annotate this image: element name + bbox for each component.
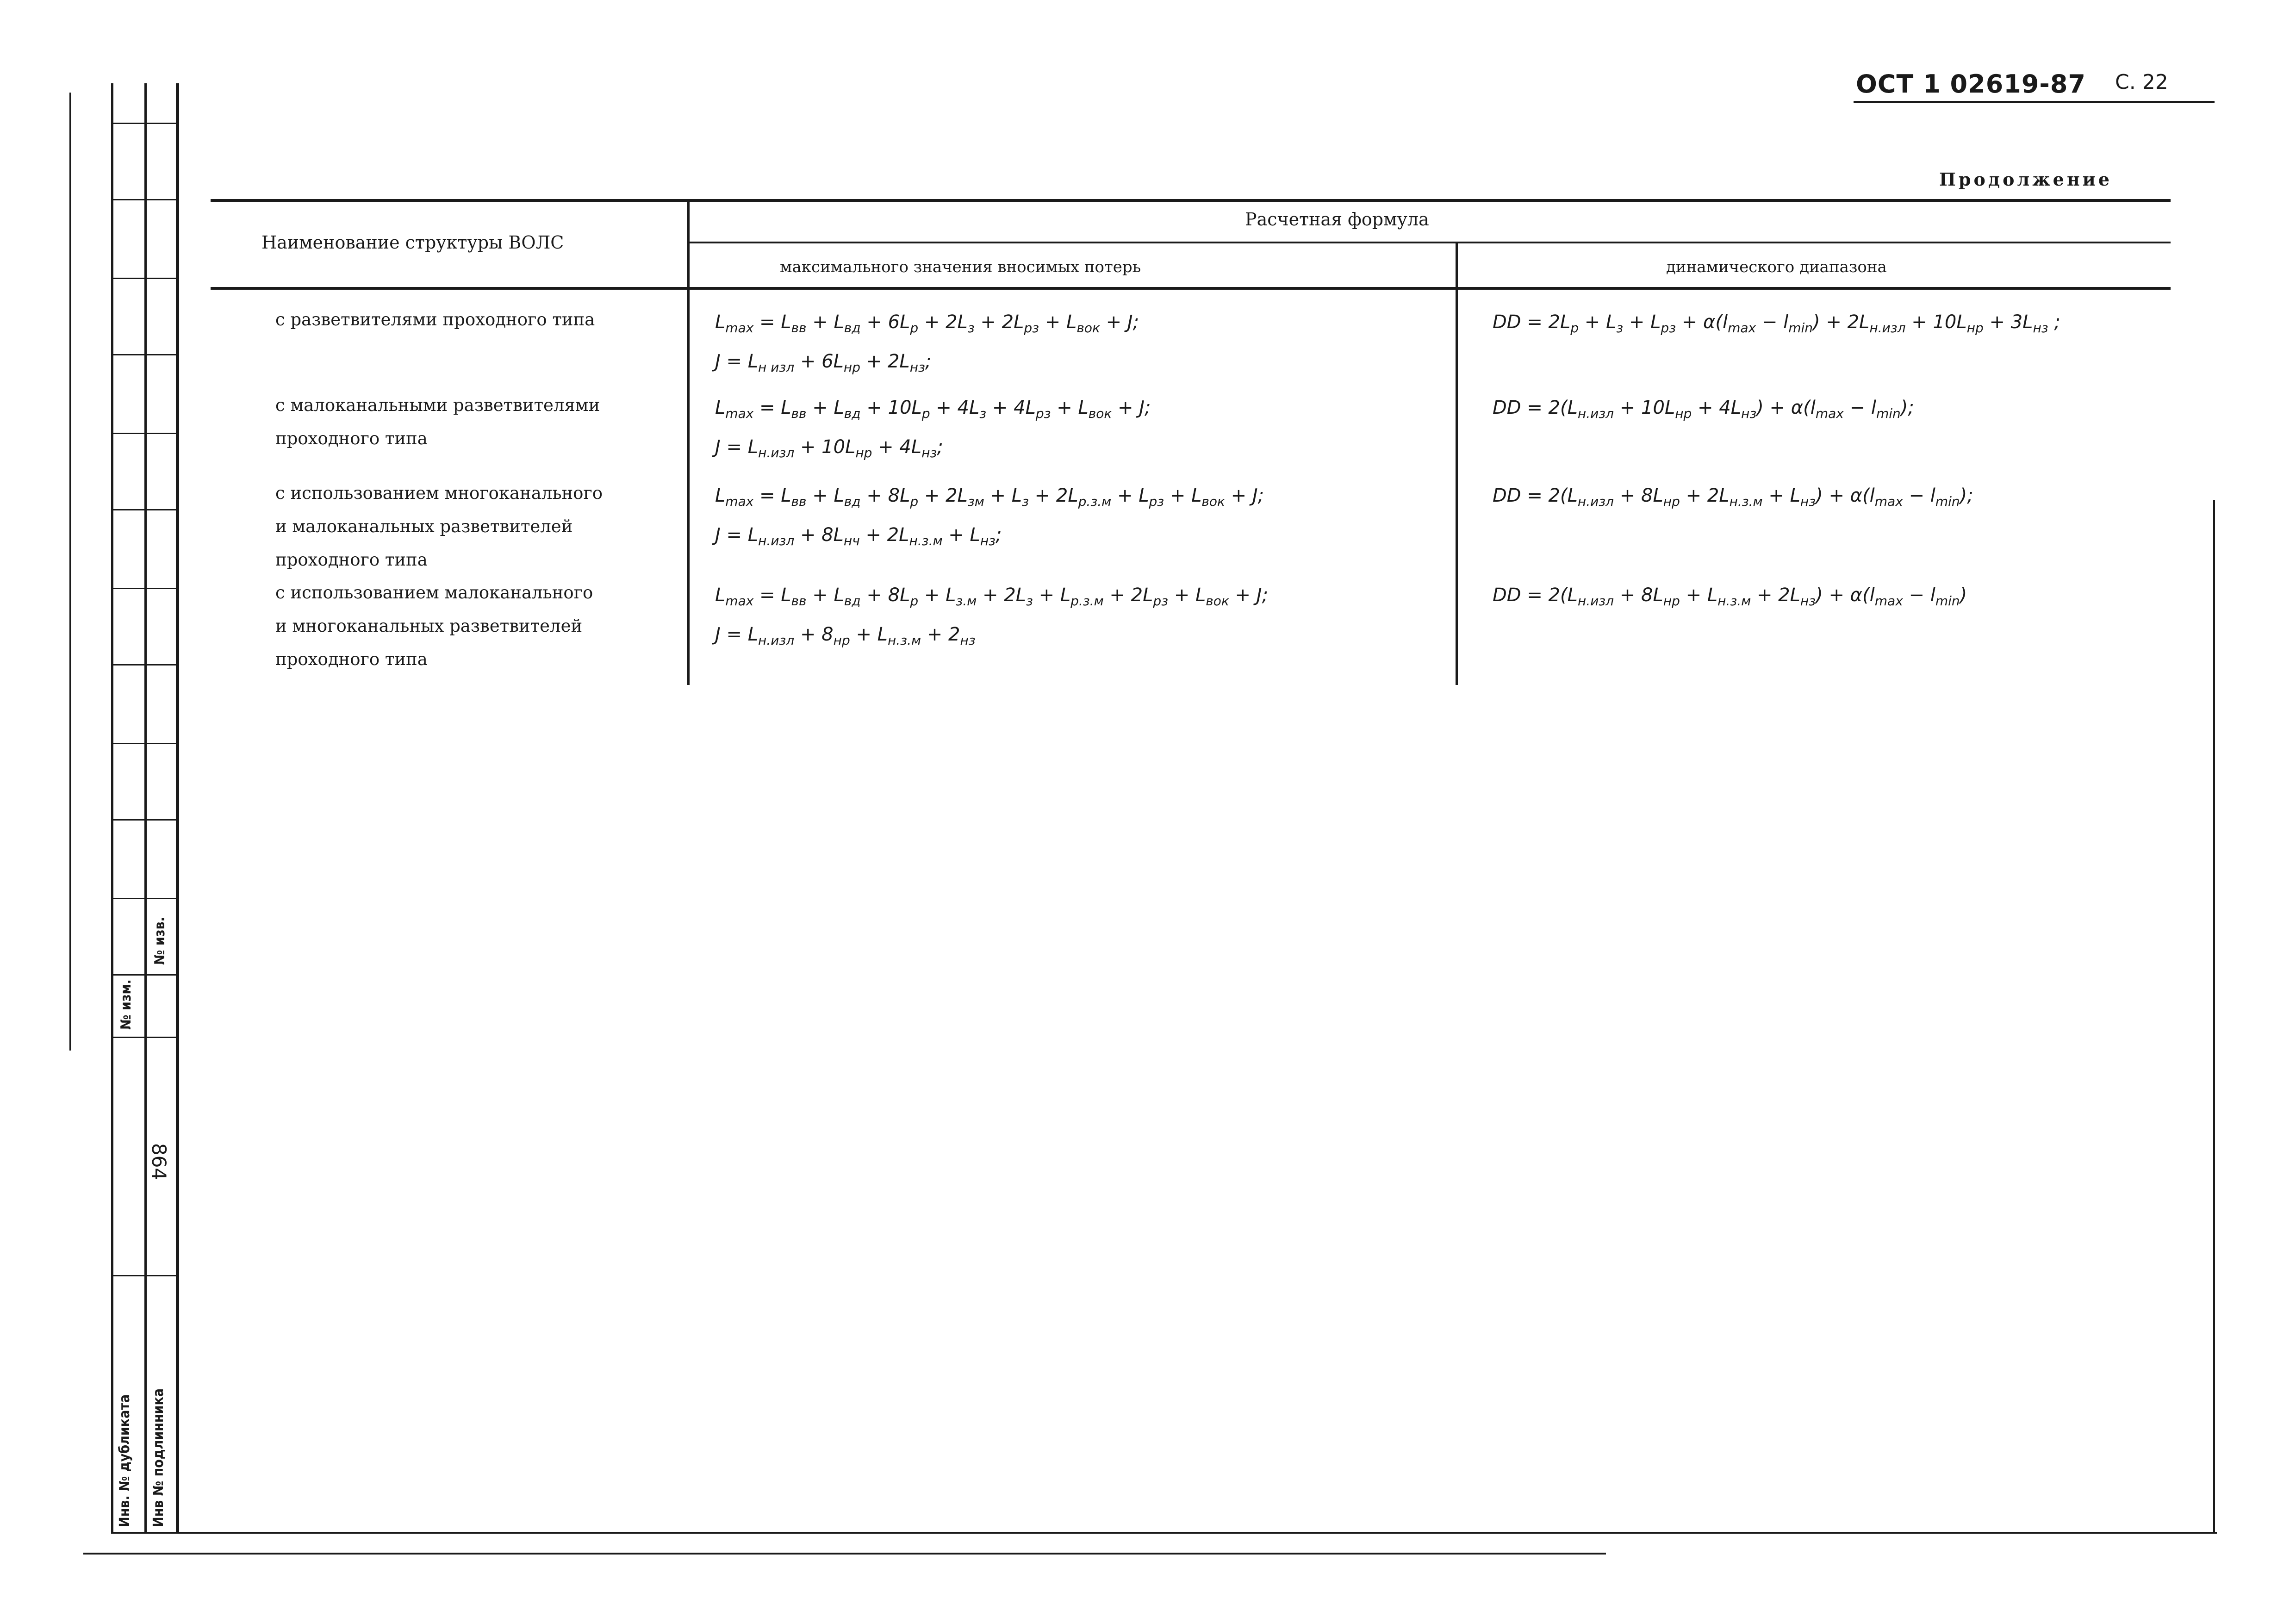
col-max-loss-header: максимального значения вносимых потерь bbox=[780, 258, 1141, 276]
stamp-num-izv: № изв. bbox=[152, 917, 168, 965]
col-dyn-range-header: динамического диапазона bbox=[1666, 258, 1887, 276]
max-loss-formula: $L_{max} = L_{вв} + L_{вд} + 8L_р + L_{з.м} + 2L_з + L_{р.з.м} + 2L_{рз} + L_{вок} + J$; $J = L_{н.изл} + 8_{нр} + L_{н.з.м} + 2_{нз}$ bbox=[715, 585, 1269, 648]
stamp-inv-izm: № изм. bbox=[118, 979, 134, 1030]
header-underline bbox=[1854, 101, 2215, 103]
max-loss-formula: $L_{max} = L_{вв} + L_{вд} + 6L_р + 2L_з + 2L_{рз} + L_{вок} + J$; $J = L_{н изл} + 6L_{нр} + 2L_{нз}$; bbox=[715, 311, 1139, 375]
col-structure-header: Наименование структуры ВОЛС bbox=[261, 232, 564, 253]
row-name-line: проходного типа bbox=[275, 429, 428, 448]
max-loss-formula: $L_{max} = L_{вв} + L_{вд} + 10L_р + 4L_з + 4L_{рз} + L_{вок} + J$; $J = L_{н.изл} + 10L_{нр} + 4L_{нз}$; bbox=[715, 397, 1151, 460]
row-name-line: с разветвителями проходного типа bbox=[275, 310, 595, 330]
stamp-inv-number: 864 bbox=[148, 1143, 170, 1181]
document-code: ОСТ 1 02619-87 bbox=[1856, 69, 2086, 99]
row-name-line: проходного типа bbox=[275, 550, 428, 570]
frame-right-line bbox=[2213, 500, 2215, 1534]
stamp-inv-dubl: Инв. № дубликата bbox=[117, 1394, 133, 1527]
dyn-range-formula: DD = $2(L_{н.изл} + 8L_{нр} + L_{н.з.м} + 2L_{нз}) + \alpha(l_{max} - l_{min})$ bbox=[1493, 585, 1967, 609]
formula-group-header: Расчетная формула bbox=[1245, 209, 1429, 230]
page-number: С. 22 bbox=[2115, 70, 2168, 94]
row-name-line: и многоканальных разветвителей bbox=[275, 616, 583, 636]
continuation-label: Продолжение bbox=[1939, 169, 2112, 190]
dyn-range-formula: DD = $2(L_{н.изл} + 10L_{нр} + 4L_{нз}) + \alpha(l_{max} - l_{min})$; bbox=[1493, 397, 1914, 421]
row-name-line: и малоканальных разветвителей bbox=[275, 516, 573, 536]
page-cut-line bbox=[83, 1553, 1606, 1555]
stamp-inv-podl: Инв № подлинника bbox=[150, 1388, 167, 1527]
row-name-line: с использованием малоканального bbox=[275, 583, 593, 603]
row-name-line: с малоканальными разветвителями bbox=[275, 395, 600, 415]
max-loss-formula: $L_{max} = L_{вв} + L_{вд} + 8L_р + 2L_{зм} + L_з + 2L_{р.з.м} + L_{рз} + L_{вок} + J$; $J = L_{н.изл} + 8L_{нч} + 2L_{н.з.м} + L_{нз}$; bbox=[715, 485, 1264, 548]
dyn-range-formula: DD = $2(L_{н.изл} + 8L_{нр} + 2L_{н.з.м} + L_{нз}) + \alpha(l_{max} - l_{min})$; bbox=[1493, 485, 1973, 509]
row-name-line: с использованием многоканального bbox=[275, 483, 603, 503]
dyn-range-formula: DD = $2L_р + L_з + L_{рз} + \alpha(l_{max} - l_{min}) + 2L_{н.изл} + 10L_{нр} + 3L_{нз}$ ; bbox=[1493, 311, 2060, 336]
row-name-line: проходного типа bbox=[275, 649, 428, 669]
frame-bottom-line bbox=[176, 1532, 2217, 1534]
